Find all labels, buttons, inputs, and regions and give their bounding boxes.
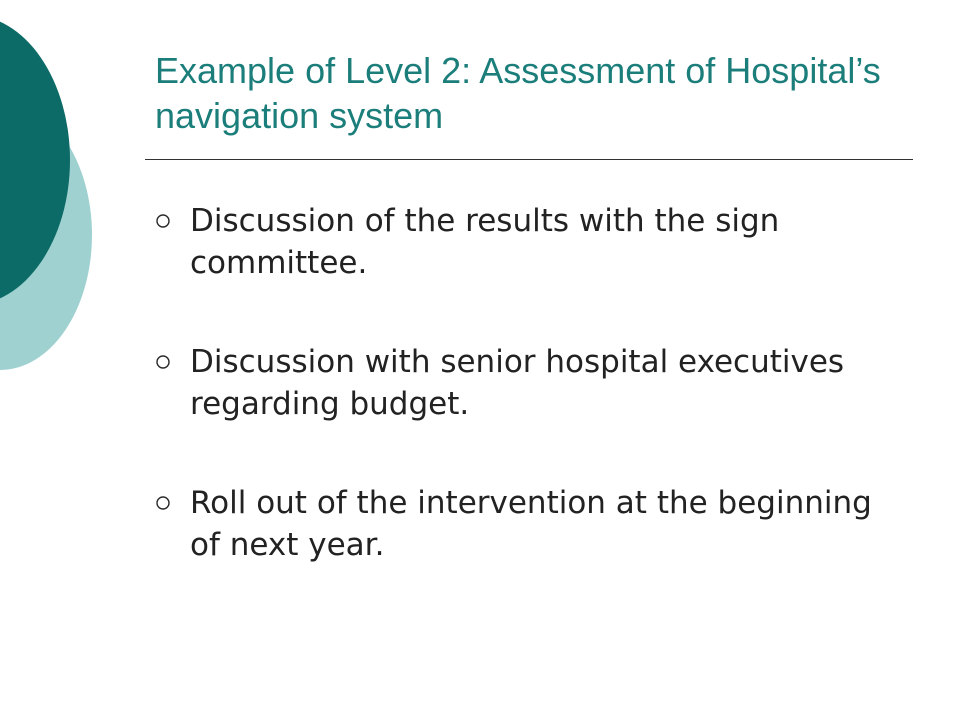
decorative-teal-circles — [0, 0, 120, 400]
slide-title: Example of Level 2: Assessment of Hospital’s navigation system — [155, 50, 881, 136]
bullet-item — [148, 200, 908, 284]
bullet-text: Discussion of the results with the sign committee. — [190, 203, 780, 281]
bullet-text: Discussion with senior hospital executives regarding budget. — [190, 344, 845, 422]
title-underline — [145, 159, 913, 160]
bullet-list — [148, 200, 908, 623]
hollow-circle-icon — [155, 495, 171, 511]
hollow-circle-icon — [155, 213, 171, 229]
bullet-item — [148, 341, 908, 425]
hollow-circle-icon — [155, 354, 171, 370]
bullet-text: Roll out of the intervention at the beginning of next year. — [190, 485, 872, 563]
bullet-item — [148, 482, 908, 566]
